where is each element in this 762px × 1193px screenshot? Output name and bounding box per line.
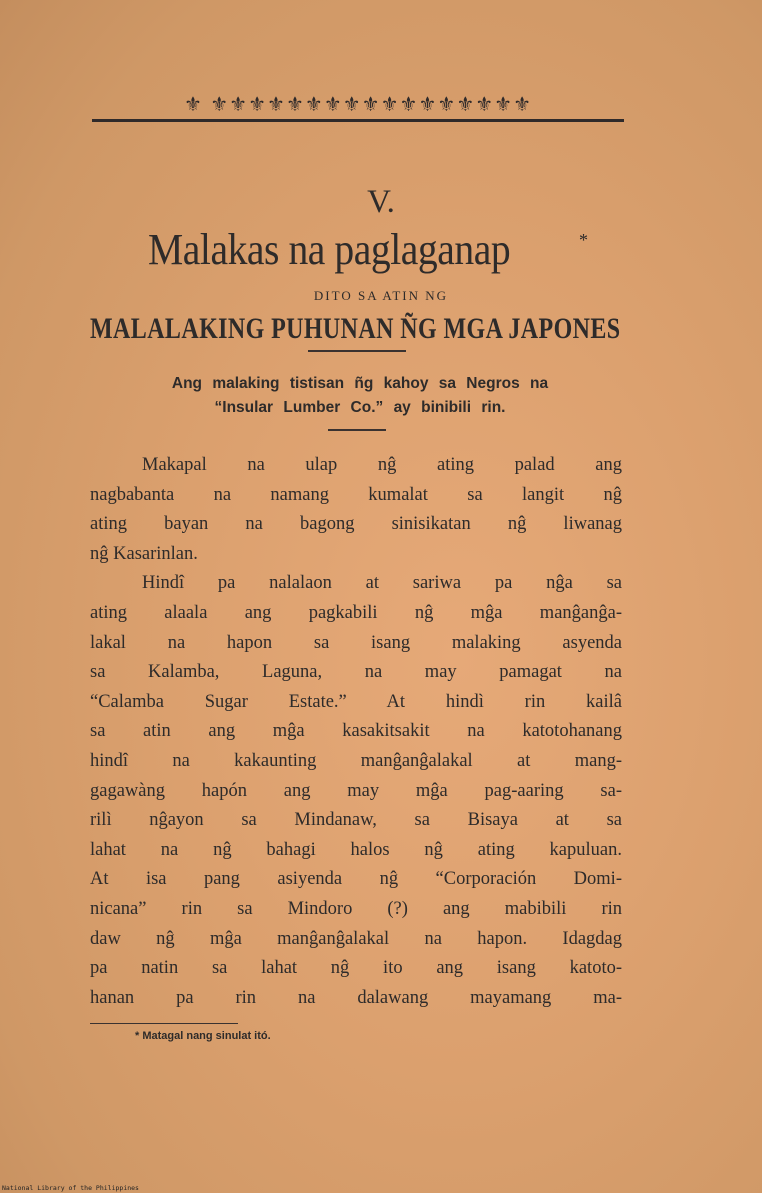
heading-divider xyxy=(308,350,406,352)
body-line: ating bayan na bagong sinisikatan nĝ liwanag xyxy=(90,514,622,535)
body-line: rilì nĝayon sa Mindanaw, sa Bisaya at sa xyxy=(90,810,622,831)
body-line: ating alaala ang pagkabili nĝ mĝa manĝanĝa- xyxy=(90,602,622,623)
body-line: Hindî pa nalalaon at sariwa pa nĝa sa xyxy=(142,573,622,594)
chapter-heading: MALALAKING PUHUNAN ÑG MGA JAPONES xyxy=(90,312,621,345)
body-line: nagbabanta na namang kumalat sa langit nĝ xyxy=(90,484,622,505)
body-line: sa Kalamba, Laguna, na may pamagat na xyxy=(90,662,622,683)
lead-divider xyxy=(328,429,386,431)
fleur-de-lis-ornament-band: ⚜ ⚜⚜⚜⚜⚜⚜⚜⚜⚜⚜⚜⚜⚜⚜⚜⚜⚜ xyxy=(183,92,533,116)
footnote-rule xyxy=(90,1023,238,1024)
chapter-subtitle: DITO SA ATIN NG xyxy=(313,288,449,303)
body-line: “Calamba Sugar Estate.” At hindì rin kailâ xyxy=(90,691,622,712)
lead-summary xyxy=(94,372,626,420)
footnote: * Matagal nang sinulat itó. xyxy=(135,1030,271,1042)
body-line: gagawàng hapón ang may mĝa pag-aaring sa- xyxy=(90,780,622,801)
body-line: daw nĝ mĝa manĝanĝalakal na hapon. Idagdag xyxy=(90,928,622,949)
body-line: lahat na nĝ bahagi halos nĝ ating kapuluan. xyxy=(90,839,622,860)
body-line: nĝ Kasarinlan. xyxy=(90,543,198,564)
body-line: nicana” rin sa Mindoro (?) ang mabibili rin xyxy=(90,898,622,919)
body-line: pa natin sa lahat nĝ ito ang isang katoto- xyxy=(90,958,622,979)
body-line: At isa pang asiyenda nĝ “Corporación Domi- xyxy=(90,869,622,890)
lead-line: “Insular Lumber Co.” ay binibili rin. xyxy=(214,399,506,416)
body-line: hanan pa rin na dalawang mayamang ma- xyxy=(90,987,622,1008)
body-text xyxy=(90,451,622,1013)
ornament-rule xyxy=(92,119,624,122)
chapter-number: V. xyxy=(367,184,395,220)
body-line: sa atin ang mĝa kasakitsakit na katotohanang xyxy=(90,721,622,742)
lead-line: Ang malaking tistisan ñg kahoy sa Negros na xyxy=(171,375,549,392)
library-credit: National Library of the Philippines xyxy=(2,1184,139,1192)
body-line: lakal na hapon sa isang malaking asyenda xyxy=(90,632,622,653)
title-footnote-marker: * xyxy=(579,230,588,250)
chapter-title: Malakas na paglaganap xyxy=(148,225,511,274)
body-line: hindî na kakaunting manĝanĝalakal at mang- xyxy=(90,750,622,771)
body-line: Makapal na ulap nĝ ating palad ang xyxy=(142,455,622,475)
